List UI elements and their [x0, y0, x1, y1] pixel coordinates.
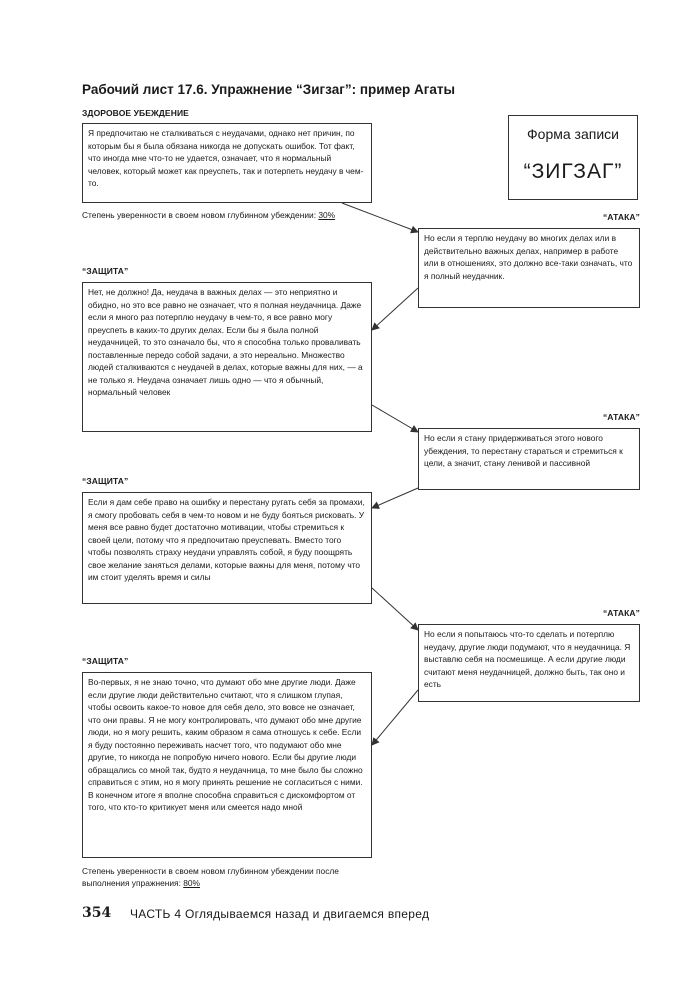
form-title-line1: Форма записи [527, 126, 619, 142]
defense1-label: “ЗАЩИТА” [82, 266, 129, 276]
confidence-after-prefix: Степень уверенности в своем новом глубинном убеждении после выполнения упражнения: [82, 866, 339, 888]
attack3-box: Но если я попытаюсь что-то сделать и потерплю неудачу, другие люди подумают, что я неудачница. Я выставлю себя на посмешище. А если другие люди считают меня неудачницей, должно быть, так оно и есть [418, 624, 640, 702]
page-title: Рабочий лист 17.6. Упражнение “Зигзаг”: пример Агаты [82, 82, 456, 97]
arrow-attack1-to-defense1 [372, 288, 418, 330]
page-number: 354 [82, 905, 112, 921]
confidence-before-value: 30% [318, 210, 336, 220]
attack1-box: Но если я терплю неудачу во многих делах или в действительно важных делах, например в работе или в отношениях, это должно все-таки означать, что я полный неудачник. [418, 228, 640, 308]
confidence-after-value: 80% [183, 877, 200, 888]
attack2-label: “АТАКА” [602, 412, 640, 422]
defense2-box: Если я дам себе право на ошибку и перестану ругать себя за промахи, я смогу пробовать себя в чем-то новом и не буду бояться рисковать. У меня все равно будет достаточно мотивации, чтобы стремиться к своей цели, потому что я предпочитаю преуспевать. Вместо того чтобы позволять страху неудачи управлять собой, я буду поощрять свое желание заняться делами, которые важны для меня, потому что им стоит уделять время и силы [82, 492, 372, 604]
confidence-before-prefix: Степень уверенности в своем новом глубинном убеждении: [82, 210, 319, 220]
attack1-label: “АТАКА” [602, 212, 640, 222]
healthy-belief-box: Я предпочитаю не сталкиваться с неудачами, однако нет причин, по которым бы я была обязана никогда не допускать ошибок. Тот факт, что иногда мне что-то не удается, означает, что я нормальный человек, который может как преуспеть, так и потерпеть неудачу в чем-то. [82, 123, 372, 203]
defense2-label: “ЗАЩИТА” [82, 476, 129, 486]
arrow-attack2-to-defense2 [372, 488, 418, 508]
form-title-line2: “ЗИГЗАГ” [523, 160, 623, 183]
arrow-attack3-to-defense3 [372, 690, 418, 745]
defense3-box: Во-первых, я не знаю точно, что думают обо мне другие люди. Даже если другие люди действительно считают, что я слишком глупая, чтобы освоить какое-то новое для себя дело, это вовсе не означает, что они правы. Я не могу контролировать, что думают обо мне другие люди, но я могу решить, каким образом я сама отношусь к себе. Если я буду постоянно переживать насчет того, что подумают обо мне другие, то никогда не попробую ничего нового. Если бы другие люди обращались со мной так, будто я неудачница, то мне было бы сложно справиться с этим, но я могу принять решение не согласиться с ними. В конечном итоге я вполне способна справиться с дискомфортом от того, что кто-то критикует меня или смеется надо мной [82, 672, 372, 858]
defense1-box: Нет, не должно! Да, неудача в важных делах — это неприятно и обидно, но это все равно не означает, что я полная неудачница. Даже если я много раз потерплю неудачу в чем-то, я все равно могу преуспеть в каких-то других делах. Если бы я была полной неудачницей, то это означало бы, что я способна только проваливать поставленные передо собой задачи, а это нереально. Множество людей сталкиваются с неудачей в делах, которые важны для них, — а не только я. Неудача означает лишь одно — что я обычный, нормальный человек [82, 282, 372, 432]
attack3-label: “АТАКА” [602, 608, 640, 618]
attack2-box: Но если я стану придерживаться этого нового убеждения, то перестану стараться и стремиться к цели, а значит, стану ленивой и пассивной [418, 428, 640, 490]
defense3-label: “ЗАЩИТА” [82, 656, 129, 666]
arrow-belief-to-attack1 [342, 203, 418, 232]
arrow-defense1-to-attack2 [372, 405, 418, 432]
healthy-belief-label: ЗДОРОВОЕ УБЕЖДЕНИЕ [82, 108, 189, 118]
chapter-title: ЧАСТЬ 4 Оглядываемся назад и двигаемся вперед [130, 907, 430, 921]
arrow-defense2-to-attack3 [372, 588, 418, 630]
